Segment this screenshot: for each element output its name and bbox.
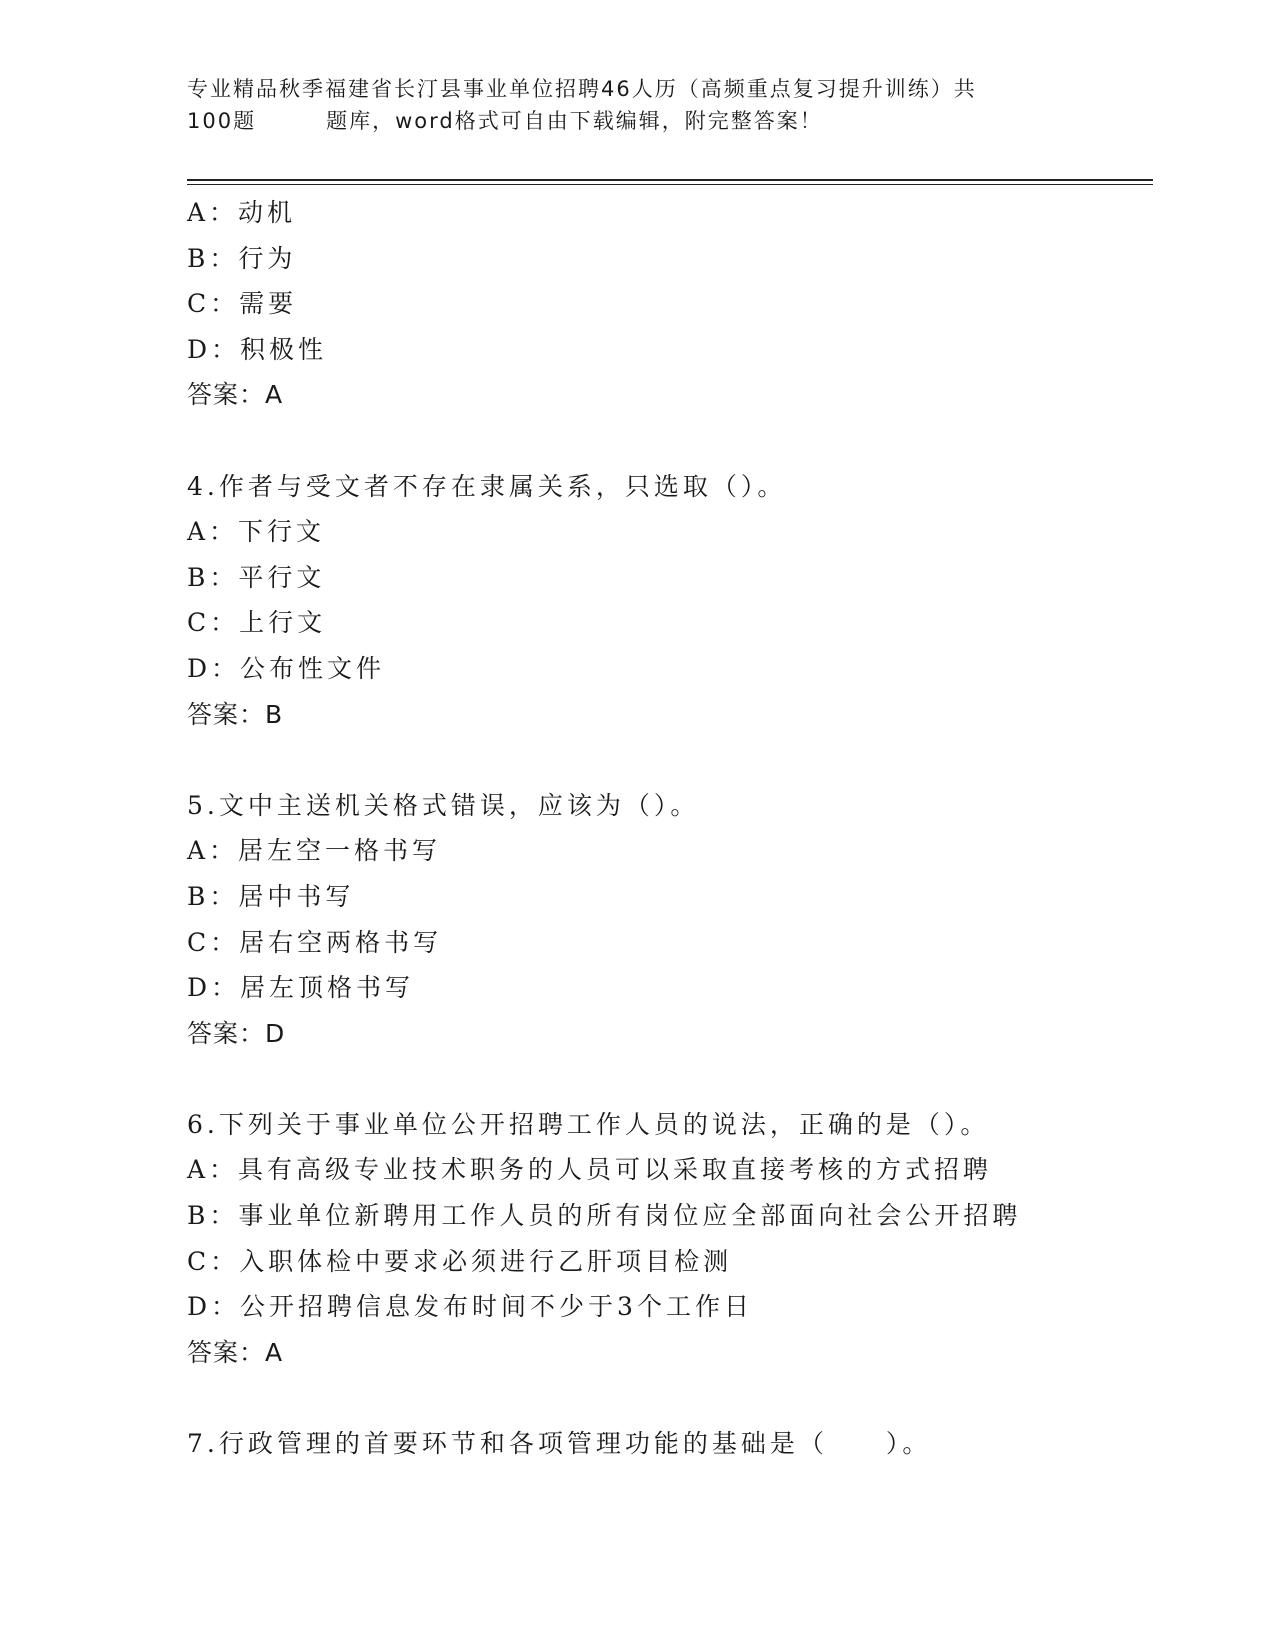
- option-b: B：平行文: [187, 562, 326, 592]
- answer: 答案：A: [187, 1337, 284, 1367]
- header-divider-thick: [187, 179, 1153, 181]
- header-line-1: 专业精品秋季福建省长汀县事业单位招聘46人历（高频重点复习提升训练）共: [187, 77, 977, 101]
- option-d: D：公布性文件: [187, 653, 386, 683]
- question-5: [187, 783, 1153, 1057]
- option-d: D：公开招聘信息发布时间不少于3个工作日: [187, 1292, 753, 1322]
- header-description: 题库，word格式可自由下载编辑，附完整答案！: [326, 109, 823, 133]
- question-stem: 6.下列关于事业单位公开招聘工作人员的说法，正确的是（）。: [187, 1109, 990, 1139]
- answer: 答案：A: [187, 380, 284, 410]
- option-a: A：居左空一格书写: [187, 836, 442, 866]
- answer: 答案：D: [187, 1018, 286, 1048]
- question-stem: 4.作者与受文者不存在隶属关系，只选取（）。: [187, 471, 787, 501]
- option-d: D：居左顶格书写: [187, 973, 415, 1003]
- option-a: A：具有高级专业技术职务的人员可以采取直接考核的方式招聘: [187, 1155, 993, 1185]
- header-question-count: 100题: [187, 109, 257, 133]
- answer: 答案：B: [187, 699, 284, 729]
- document-header: [187, 73, 1087, 137]
- question-6: [187, 1102, 1153, 1376]
- header-line-2: [187, 105, 1087, 137]
- option-c: C：需要: [187, 289, 298, 319]
- option-b: B：居中书写: [187, 881, 355, 911]
- question-stem: 7.行政管理的首要环节和各项管理功能的基础是（ ）。: [187, 1429, 932, 1459]
- question-7: [187, 1421, 1153, 1467]
- option-c: C：入职体检中要求必须进行乙肝项目检测: [187, 1246, 733, 1276]
- option-b: B：行为: [187, 243, 297, 273]
- question-stem: 5.文中主送机关格式错误，应该为（）。: [187, 790, 700, 820]
- option-c: C：上行文: [187, 608, 327, 638]
- option-b: B：事业单位新聘用工作人员的所有岗位应全部面向社会公开招聘: [187, 1201, 1022, 1231]
- question-list: [187, 190, 1153, 1467]
- option-d: D：积极性: [187, 334, 328, 364]
- header-divider-thin: [187, 184, 1153, 185]
- question-3: [187, 190, 1153, 418]
- option-a: A：动机: [187, 198, 297, 227]
- option-c: C：居右空两格书写: [187, 927, 443, 957]
- option-a: A：下行文: [187, 517, 326, 547]
- question-4: [187, 464, 1153, 738]
